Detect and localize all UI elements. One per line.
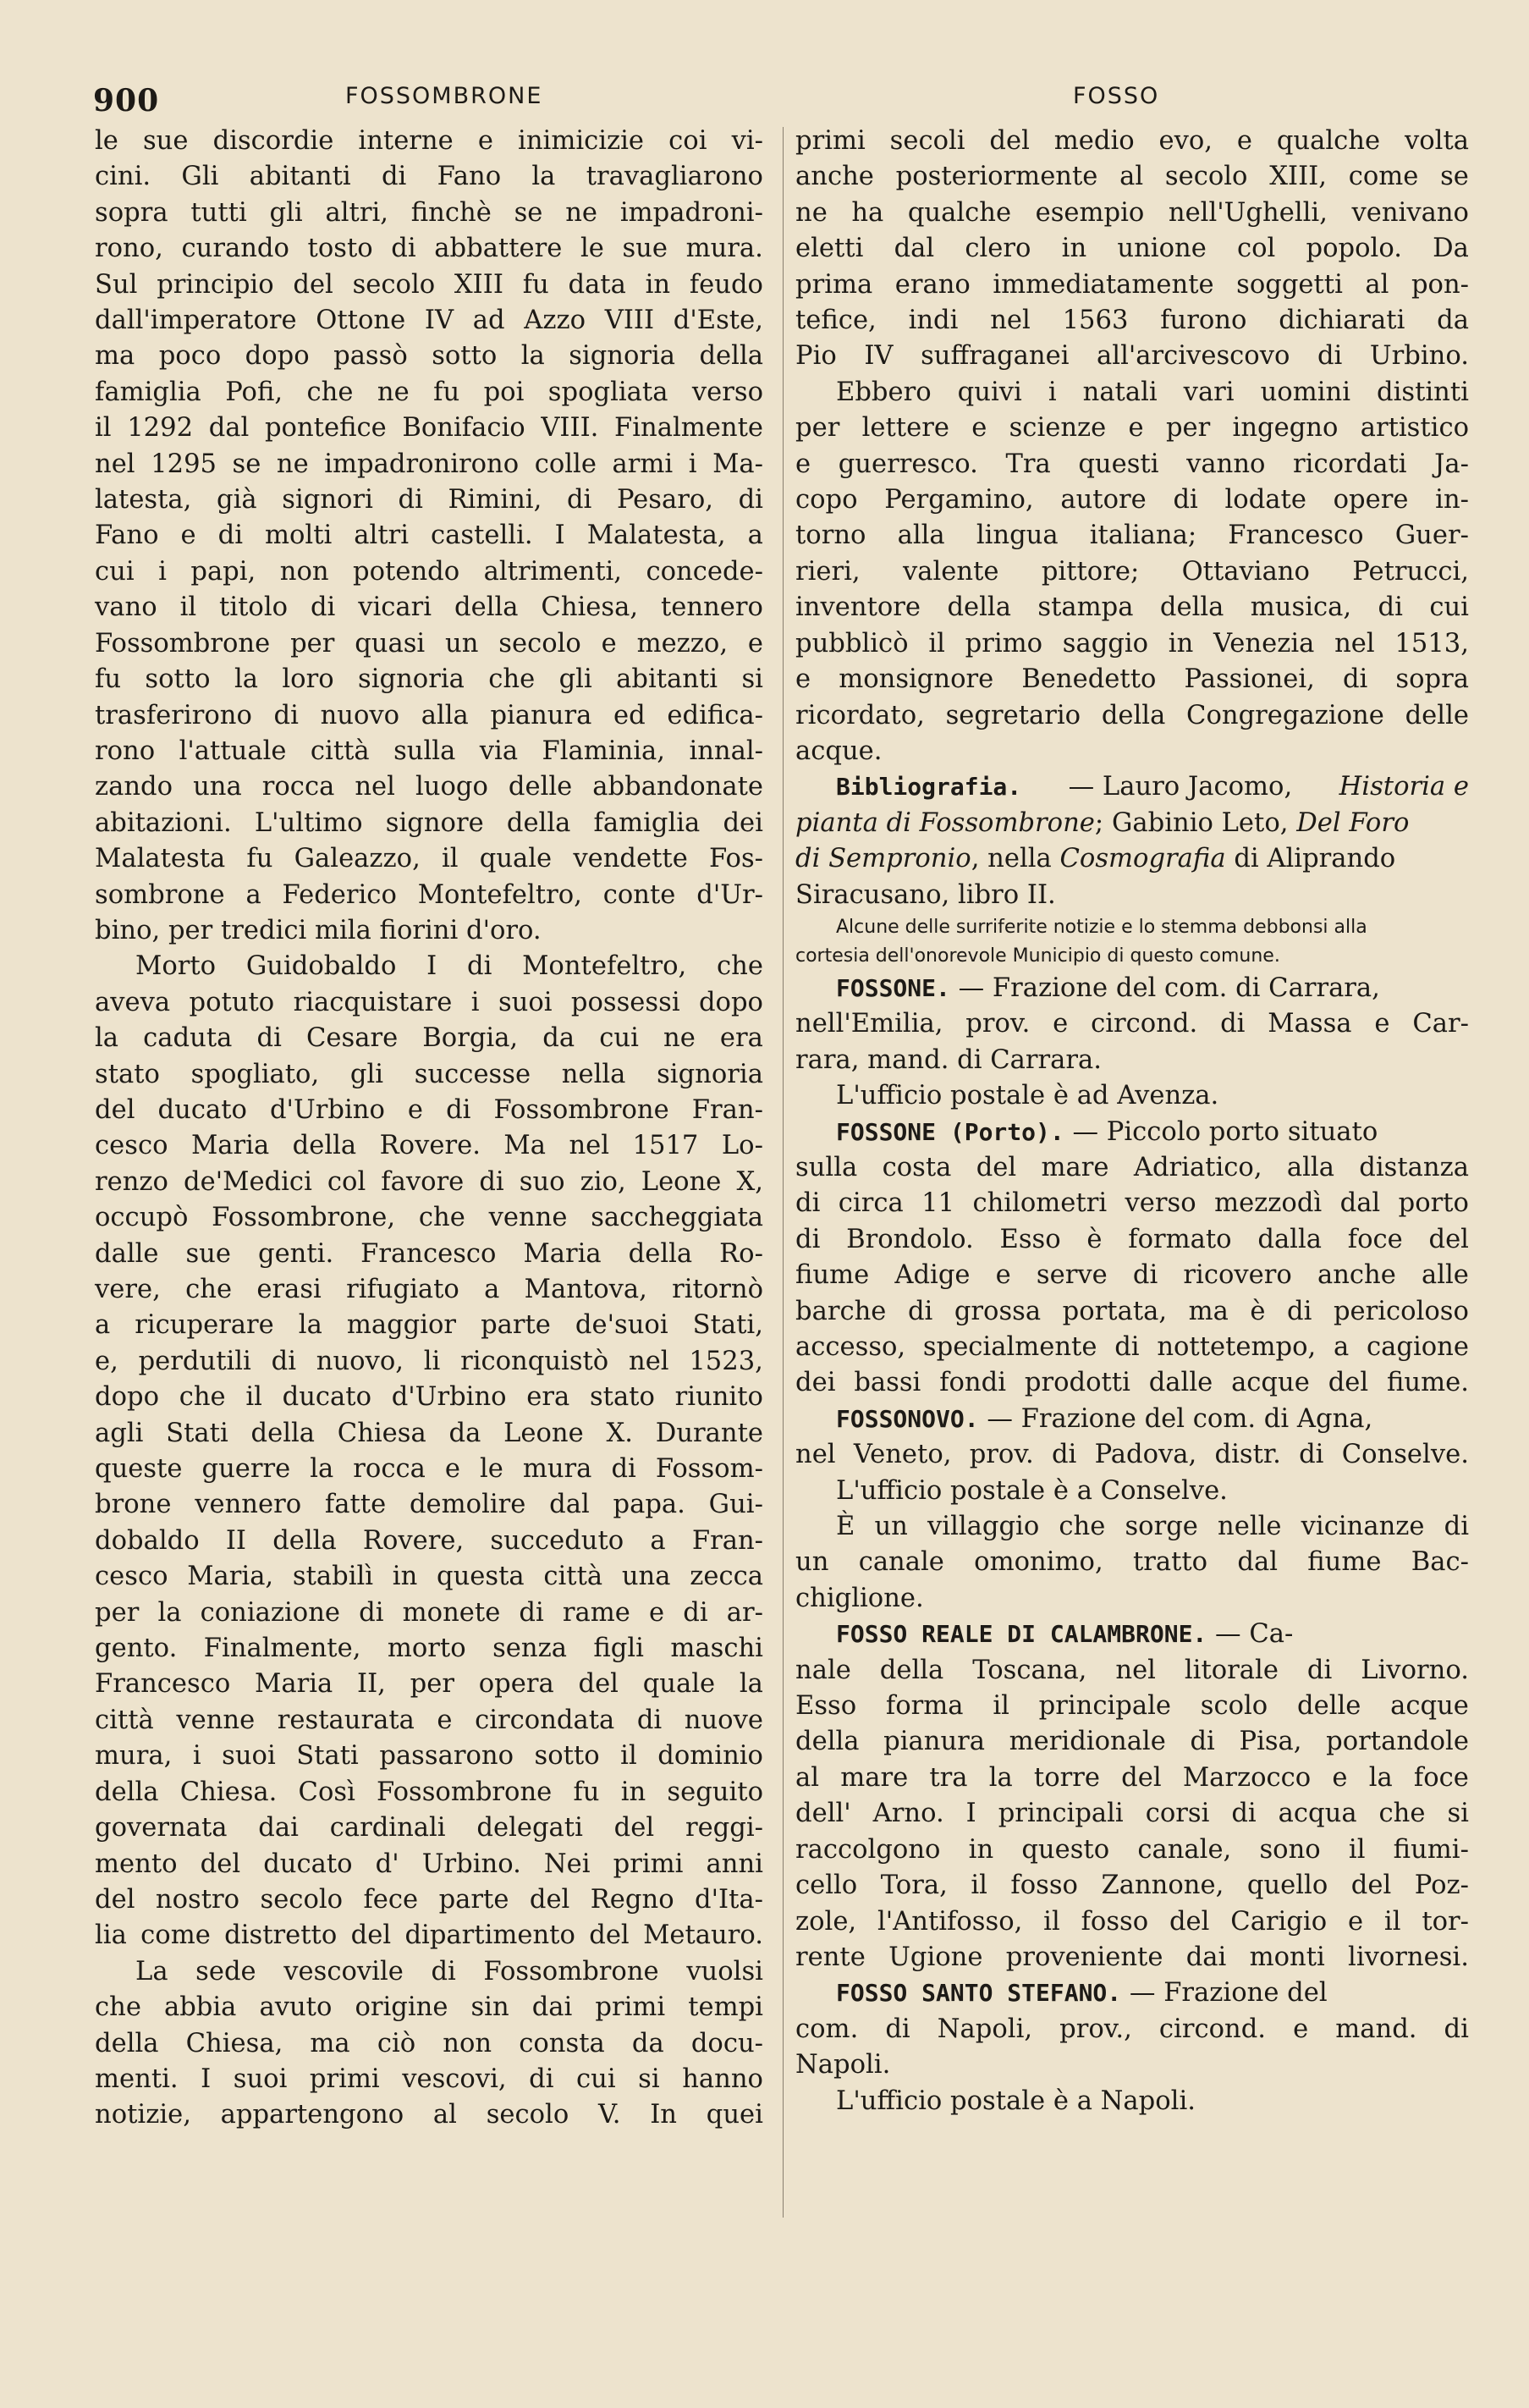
text-line: cui i papi, non potendo altrimenti, concede- — [95, 556, 763, 587]
text-line: mento del ducato d' Urbino. Nei primi anni — [95, 1849, 763, 1879]
text-line: della Chiesa. Così Fossombrone fu in seguito — [95, 1777, 763, 1807]
text-line: torno alla lingua italiana; Francesco Guer- — [795, 521, 1469, 551]
text-line: Fossombrone per quasi un secolo e mezzo, e — [95, 628, 763, 658]
text-line: inventore della stampa della musica, di cui — [795, 592, 1469, 623]
column-divider — [783, 127, 784, 2218]
text-line: dall'imperatore Ottone IV ad Azzo VIII d'Este, — [95, 306, 763, 336]
text-line: il 1292 dal pontefice Bonifacio VIII. Finalmente — [95, 413, 763, 444]
text-line: zando una rocca nel luogo delle abbandonate — [95, 772, 763, 802]
text-line: primi secoli del medio evo, e qualche volta — [795, 126, 1469, 156]
page-number: 900 — [93, 83, 160, 118]
bibliography-line — [795, 841, 1469, 877]
running-head-right: FOSSO — [1073, 83, 1160, 109]
text-line: città venne restaurata e circondata di nuove — [95, 1705, 763, 1735]
text-line: aveva potuto riacquistare i suoi possessi dopo — [95, 987, 763, 1017]
bibliography-text: , nella — [971, 844, 1052, 874]
text-line: per la coniazione di monete di rame e di ar- — [95, 1597, 763, 1628]
bibliography-text: — Lauro Jacomo, — [1068, 772, 1293, 802]
entry-fossone — [795, 971, 1469, 1006]
bibliography-line — [795, 806, 1469, 841]
text-line: per lettere e scienze e per ingegno artistico — [795, 413, 1469, 444]
text-line: rono, curando tosto di abbattere le sue mura. — [95, 234, 763, 264]
text-line: occupò Fossombrone, che venne saccheggiata — [95, 1203, 763, 1233]
text-line: anche posteriormente al secolo XIII, come se — [795, 162, 1469, 192]
entry-fosso-reale-di-calambrone — [795, 1617, 1469, 1652]
text-line: bino, per tredici mila fiorini d'oro. — [95, 915, 542, 945]
text-line: sopra tutti gli altri, finchè se ne impadroni- — [95, 197, 763, 228]
text-line: cini. Gli abitanti di Fano la travagliarono — [95, 162, 763, 192]
text-line: dei bassi fondi prodotti dalle acque del fiume. — [795, 1368, 1469, 1398]
text-line: chiglione. — [795, 1583, 924, 1613]
text-line: che abbia avuto origine sin dai primi tempi — [95, 1992, 763, 2023]
text-line: agli Stati della Chiesa da Leone X. Durante — [95, 1418, 763, 1448]
left-column — [95, 124, 763, 2134]
text-line: acque. — [795, 736, 883, 766]
text-line: sulla costa del mare Adriatico, alla distanza — [795, 1152, 1469, 1182]
text-line: eletti dal clero in unione col popolo. Da — [795, 234, 1469, 264]
text-line: al mare tra la torre del Marzocco e la foce — [795, 1762, 1469, 1793]
text-line: rieri, valente pittore; Ottaviano Petrucci, — [795, 556, 1469, 587]
text-line: rente Ugione proveniente dai monti livornesi. — [795, 1942, 1469, 1972]
text-line: di circa 11 chilometri verso mezzodì dal porto — [795, 1188, 1469, 1219]
text-line: abitazioni. L'ultimo signore della famiglia dei — [95, 807, 763, 838]
text-line: zole, l'Antifosso, il fosso del Carigio e il tor- — [795, 1906, 1469, 1937]
entry-fosso-santo-stefano — [795, 1975, 1469, 2011]
text-line: lia come distretto del dipartimento del Metauro. — [95, 1920, 763, 1951]
running-head-left: FOSSOMBRONE — [345, 83, 543, 109]
text-line: famiglia Pofi, che ne fu poi spogliata verso — [95, 377, 763, 407]
entry-heading: FOSSONE. — [836, 973, 950, 1002]
text-line: È un villaggio che sorge nelle vicinanze di — [836, 1512, 1469, 1542]
text-line: trasferirono di nuovo alla pianura ed edifica- — [95, 700, 763, 730]
text-line: notizie, appartengono al secolo V. In quei — [95, 2100, 763, 2130]
text-line: com. di Napoli, prov., circond. e mand. di — [795, 2014, 1469, 2044]
bibliography-line — [795, 769, 1469, 805]
footnote-line: cortesia dell'onorevole Municipio di questo comune. — [795, 945, 1280, 967]
text-line: copo Pergamino, autore di lodate opere in- — [795, 485, 1469, 515]
right-column — [795, 124, 1469, 2119]
bibliography-title: pianta di Fossombrone — [795, 807, 1095, 838]
text-line: menti. I suoi primi vescovi, di cui si hanno — [95, 2064, 763, 2094]
text-line: dell' Arno. I principali corsi di acqua che si — [795, 1799, 1469, 1829]
text-line: dobaldo II della Rovere, succeduto a Fran- — [95, 1525, 763, 1556]
bibliography-title: Historia e — [1339, 772, 1469, 802]
text-line: governata dai cardinali delegati del reggi- — [95, 1813, 763, 1843]
text-line: dalle sue genti. Francesco Maria della Ro- — [95, 1238, 763, 1269]
text-line: ne ha qualche esempio nell'Ughelli, venivano — [795, 197, 1469, 228]
bibliography-label: Bibliografia. — [836, 773, 1022, 802]
text-line: brone vennero fatte demolire dal papa. Gui- — [95, 1490, 763, 1520]
text-line: raccolgono in questo canale, sono il fiumi- — [795, 1834, 1469, 1865]
text-line: nell'Emilia, prov. e circond. di Massa e Car- — [795, 1009, 1469, 1039]
text-line: vere, che erasi rifugiato a Mantova, ritornò — [95, 1275, 763, 1304]
text-line: pubblicò il primo saggio in Venezia nel 1513, — [795, 628, 1469, 658]
entry-fossonovo — [795, 1402, 1469, 1437]
text-line: della pianura meridionale di Pisa, portandole — [795, 1727, 1469, 1757]
text-line: un canale omonimo, tratto dal fiume Bac- — [795, 1547, 1469, 1578]
text-line: ricordato, segretario della Congregazione delle — [795, 700, 1469, 730]
text-line: sombrone a Federico Montefeltro, conte d'Ur- — [95, 879, 763, 910]
text-line: mura, i suoi Stati passarono sotto il dominio — [95, 1741, 763, 1772]
text-line: Ebbero quivi i natali vari uomini distinti — [836, 377, 1469, 407]
text-line: di Brondolo. Esso è formato dalla foce del — [795, 1224, 1469, 1254]
entry-fossone-porto — [795, 1115, 1469, 1150]
text-line: nale della Toscana, nel litorale di Livorno. — [795, 1655, 1469, 1685]
text-line: e, perdutili di nuovo, li riconquistò nel 1523, — [95, 1346, 763, 1376]
text-line: prima erano immediatamente soggetti al pon- — [795, 269, 1469, 300]
text-line: cesco Maria, stabilì in questa città una zecca — [95, 1562, 763, 1592]
text-line: le sue discordie interne e inimicizie coi vi- — [95, 126, 763, 156]
text-line: della Chiesa, ma ciò non consta da docu- — [95, 2028, 763, 2058]
entry-heading: FOSSO REALE DI CALAMBRONE. — [836, 1620, 1207, 1649]
text-line: e guerresco. Tra questi vanno ricordati Ja- — [795, 449, 1469, 479]
text-line: Morto Guidobaldo I di Montefeltro, che — [135, 951, 763, 982]
text-line: ma poco dopo passò sotto la signoria della — [95, 341, 763, 372]
bibliography-title: di Sempronio — [795, 844, 971, 874]
text-line: barche di grossa portata, ma è di pericoloso — [795, 1296, 1469, 1326]
text-line: renzo de'Medici col favore di suo zio, Leone X, — [95, 1166, 763, 1197]
text-line: queste guerre la rocca e le mura di Fossom- — [95, 1454, 763, 1485]
entry-text: — Frazione del com. di Agna, — [987, 1403, 1373, 1434]
text-line: nel 1295 se ne impadronirono colle armi i Ma- — [95, 449, 763, 479]
bibliography-text: di Aliprando — [1234, 844, 1396, 874]
text-line: Fano e di molti altri castelli. I Malatesta, a — [95, 521, 763, 551]
text-line: nel Veneto, prov. di Padova, distr. di Conselve. — [795, 1440, 1469, 1470]
text-line: Sul principio del secolo XIII fu data in feudo — [95, 269, 763, 300]
text-line: L'ufficio postale è a Napoli. — [836, 2086, 1196, 2116]
text-line: e monsignore Benedetto Passionei, di sopra — [795, 664, 1469, 695]
bibliography-text: ; Gabinio Leto, — [1094, 807, 1289, 838]
text-line: del ducato d'Urbino e di Fossombrone Fran- — [95, 1094, 763, 1125]
text-line: Francesco Maria II, per opera del quale la — [95, 1669, 763, 1700]
entry-text: — Frazione del com. di Carrara, — [958, 973, 1380, 1003]
text-line: stato spogliato, gli successe nella signoria — [95, 1059, 763, 1089]
text-line: a ricuperare la maggior parte de'suoi Stati, — [95, 1310, 763, 1341]
entry-heading: FOSSONOVO. — [836, 1404, 979, 1433]
text-line: cesco Maria della Rovere. Ma nel 1517 Lo- — [95, 1131, 763, 1161]
text-line: la caduta di Cesare Borgia, da cui ne era — [95, 1023, 763, 1054]
entry-heading: FOSSONE (Porto). — [836, 1117, 1064, 1146]
text-line: Napoli. — [795, 2050, 891, 2080]
text-line: La sede vescovile di Fossombrone vuolsi — [135, 1956, 763, 1986]
footnote-line: Alcune delle surriferite notizie e lo stemma debbonsi alla — [836, 916, 1367, 938]
text-line: latesta, già signori di Rimini, di Pesaro, di — [95, 485, 763, 515]
text-line: accesso, specialmente di nottetempo, a cagione — [795, 1332, 1469, 1362]
entry-text: — Frazione del — [1129, 1978, 1328, 2009]
text-line: dopo che il ducato d'Urbino era stato riunito — [95, 1382, 763, 1413]
text-line: L'ufficio postale è a Conselve. — [836, 1475, 1228, 1506]
text-line: cello Tora, il fosso Zannone, quello del Poz- — [795, 1871, 1469, 1901]
text-line: del nostro secolo fece parte del Regno d'Ita- — [95, 1884, 763, 1915]
text-line: fu sotto la loro signoria che gli abitanti si — [95, 664, 763, 695]
entry-heading: FOSSO SANTO STEFANO. — [836, 1979, 1122, 2008]
text-line: Pio IV suffraganei all'arcivescovo di Urbino. — [795, 341, 1469, 372]
text-line: rara, mand. di Carrara. — [795, 1044, 1102, 1075]
entry-text: — Ca- — [1215, 1619, 1294, 1650]
text-line: tefice, indi nel 1563 furono dichiarati da — [795, 306, 1469, 336]
text-line: gento. Finalmente, morto senza figli maschi — [95, 1634, 763, 1664]
text-line: vano il titolo di vicari della Chiesa, tennero — [95, 592, 763, 623]
bibliography-title: Cosmografia — [1059, 844, 1226, 874]
bibliography-line: Siracusano, libro II. — [795, 879, 1056, 910]
text-line: L'ufficio postale è ad Avenza. — [836, 1081, 1219, 1111]
entry-text: — Piccolo porto situato — [1072, 1116, 1378, 1147]
text-line: fiume Adige e serve di ricovero anche alle — [795, 1260, 1469, 1291]
text-line: rono l'attuale città sulla via Flaminia, innal- — [95, 736, 763, 766]
bibliography-title: Del Foro — [1296, 807, 1410, 838]
text-line: Malatesta fu Galeazzo, il quale vendette Fos- — [95, 844, 763, 874]
text-line: Esso forma il principale scolo delle acque — [795, 1691, 1469, 1722]
